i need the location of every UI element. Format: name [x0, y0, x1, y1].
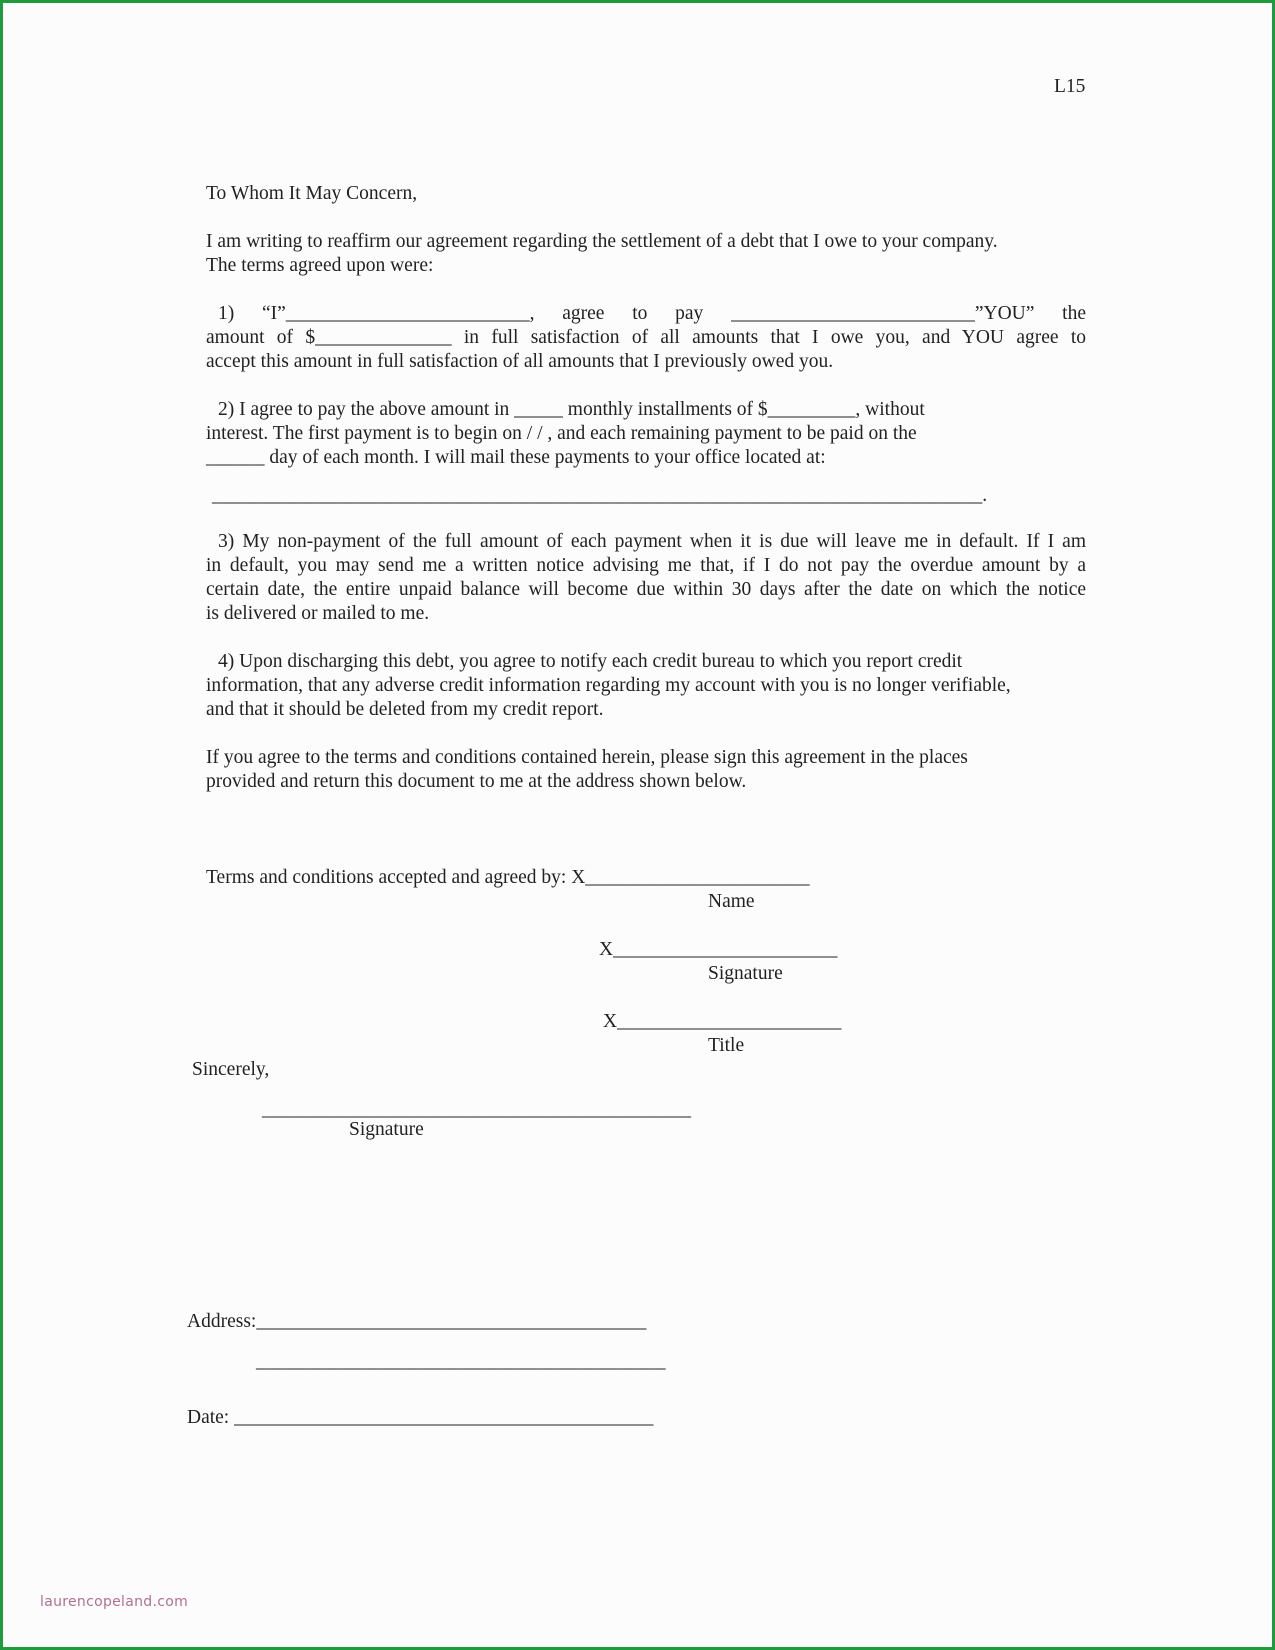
sincerely-signature-line: ____________________________________________: [262, 1099, 691, 1120]
salutation: To Whom It May Concern,: [206, 183, 418, 204]
title-line: X_______________________: [603, 1011, 842, 1032]
term-4-line: 4) Upon discharging this debt, you agree to notify each credit bureau to which you report credit: [218, 651, 963, 672]
term-4-line: information, that any adverse credit information regarding my account with you is no longer verifiable,: [206, 675, 1011, 696]
term-3-line: in default, you may send me a written notice advising me that, if I do not pay the overdue amount by a: [206, 555, 1086, 576]
address-line-2: __________________________________________: [256, 1351, 666, 1372]
closing-paragraph: [206, 746, 1086, 794]
address-line-1: Address:________________________________________: [187, 1311, 647, 1332]
term-4-line: and that it should be deleted from my credit report.: [206, 699, 604, 720]
date-line: Date: ___________________________________________: [187, 1407, 654, 1428]
term-1-paragraph: [206, 302, 1086, 374]
term-3-line: 3) My non-payment of the full amount of each payment when it is due will leave me in default. If I am: [218, 531, 1086, 552]
document-code: L15: [1054, 76, 1086, 97]
term-1-line: accept this amount in full satisfaction of all amounts that I previously owed you.: [206, 351, 834, 372]
term-3-paragraph: [206, 530, 1086, 626]
intro-paragraph: [206, 230, 1086, 278]
term-1-line: amount of $______________ in full satisfaction of all amounts that I owe you, and YOU agree to: [206, 327, 1086, 348]
closing-line: provided and return this document to me at the address shown below.: [206, 771, 747, 792]
term-1-line: 1) “I”_________________________, agree to pay _________________________”YOU” the: [218, 303, 1086, 324]
term-2-line: 2) I agree to pay the above amount in _____ monthly installments of $_________, without: [218, 399, 925, 420]
signature-label-2: Signature: [349, 1119, 424, 1140]
intro-line: The terms agreed upon were:: [206, 255, 434, 276]
term-4-paragraph: [206, 650, 1086, 722]
signature-line-1: X_______________________: [599, 939, 838, 960]
term-2-line: interest. The first payment is to begin on / / , and each remaining payment to be paid on the: [206, 423, 917, 444]
term-3-line: certain date, the entire unpaid balance will become due within 30 days after the date on which the notice: [206, 579, 1086, 600]
intro-line: I am writing to reaffirm our agreement regarding the settlement of a debt that I owe to your company.: [206, 231, 998, 252]
office-address-line: _______________________________________________________________________________.: [212, 485, 988, 506]
term-2-paragraph: [206, 398, 1086, 508]
term-3-line: is delivered or mailed to me.: [206, 603, 430, 624]
watermark: laurencopeland.com: [40, 1594, 189, 1610]
accepted-by-line: Terms and conditions accepted and agreed by: X_______________________: [206, 867, 810, 888]
signature-label-1: Signature: [708, 963, 783, 984]
sincerely-text: Sincerely,: [192, 1059, 270, 1080]
name-label: Name: [708, 891, 755, 912]
title-label: Title: [708, 1035, 745, 1056]
closing-line: If you agree to the terms and conditions contained herein, please sign this agreement in the places: [206, 747, 968, 768]
term-2-line: ______ day of each month. I will mail these payments to your office located at:: [206, 447, 826, 468]
